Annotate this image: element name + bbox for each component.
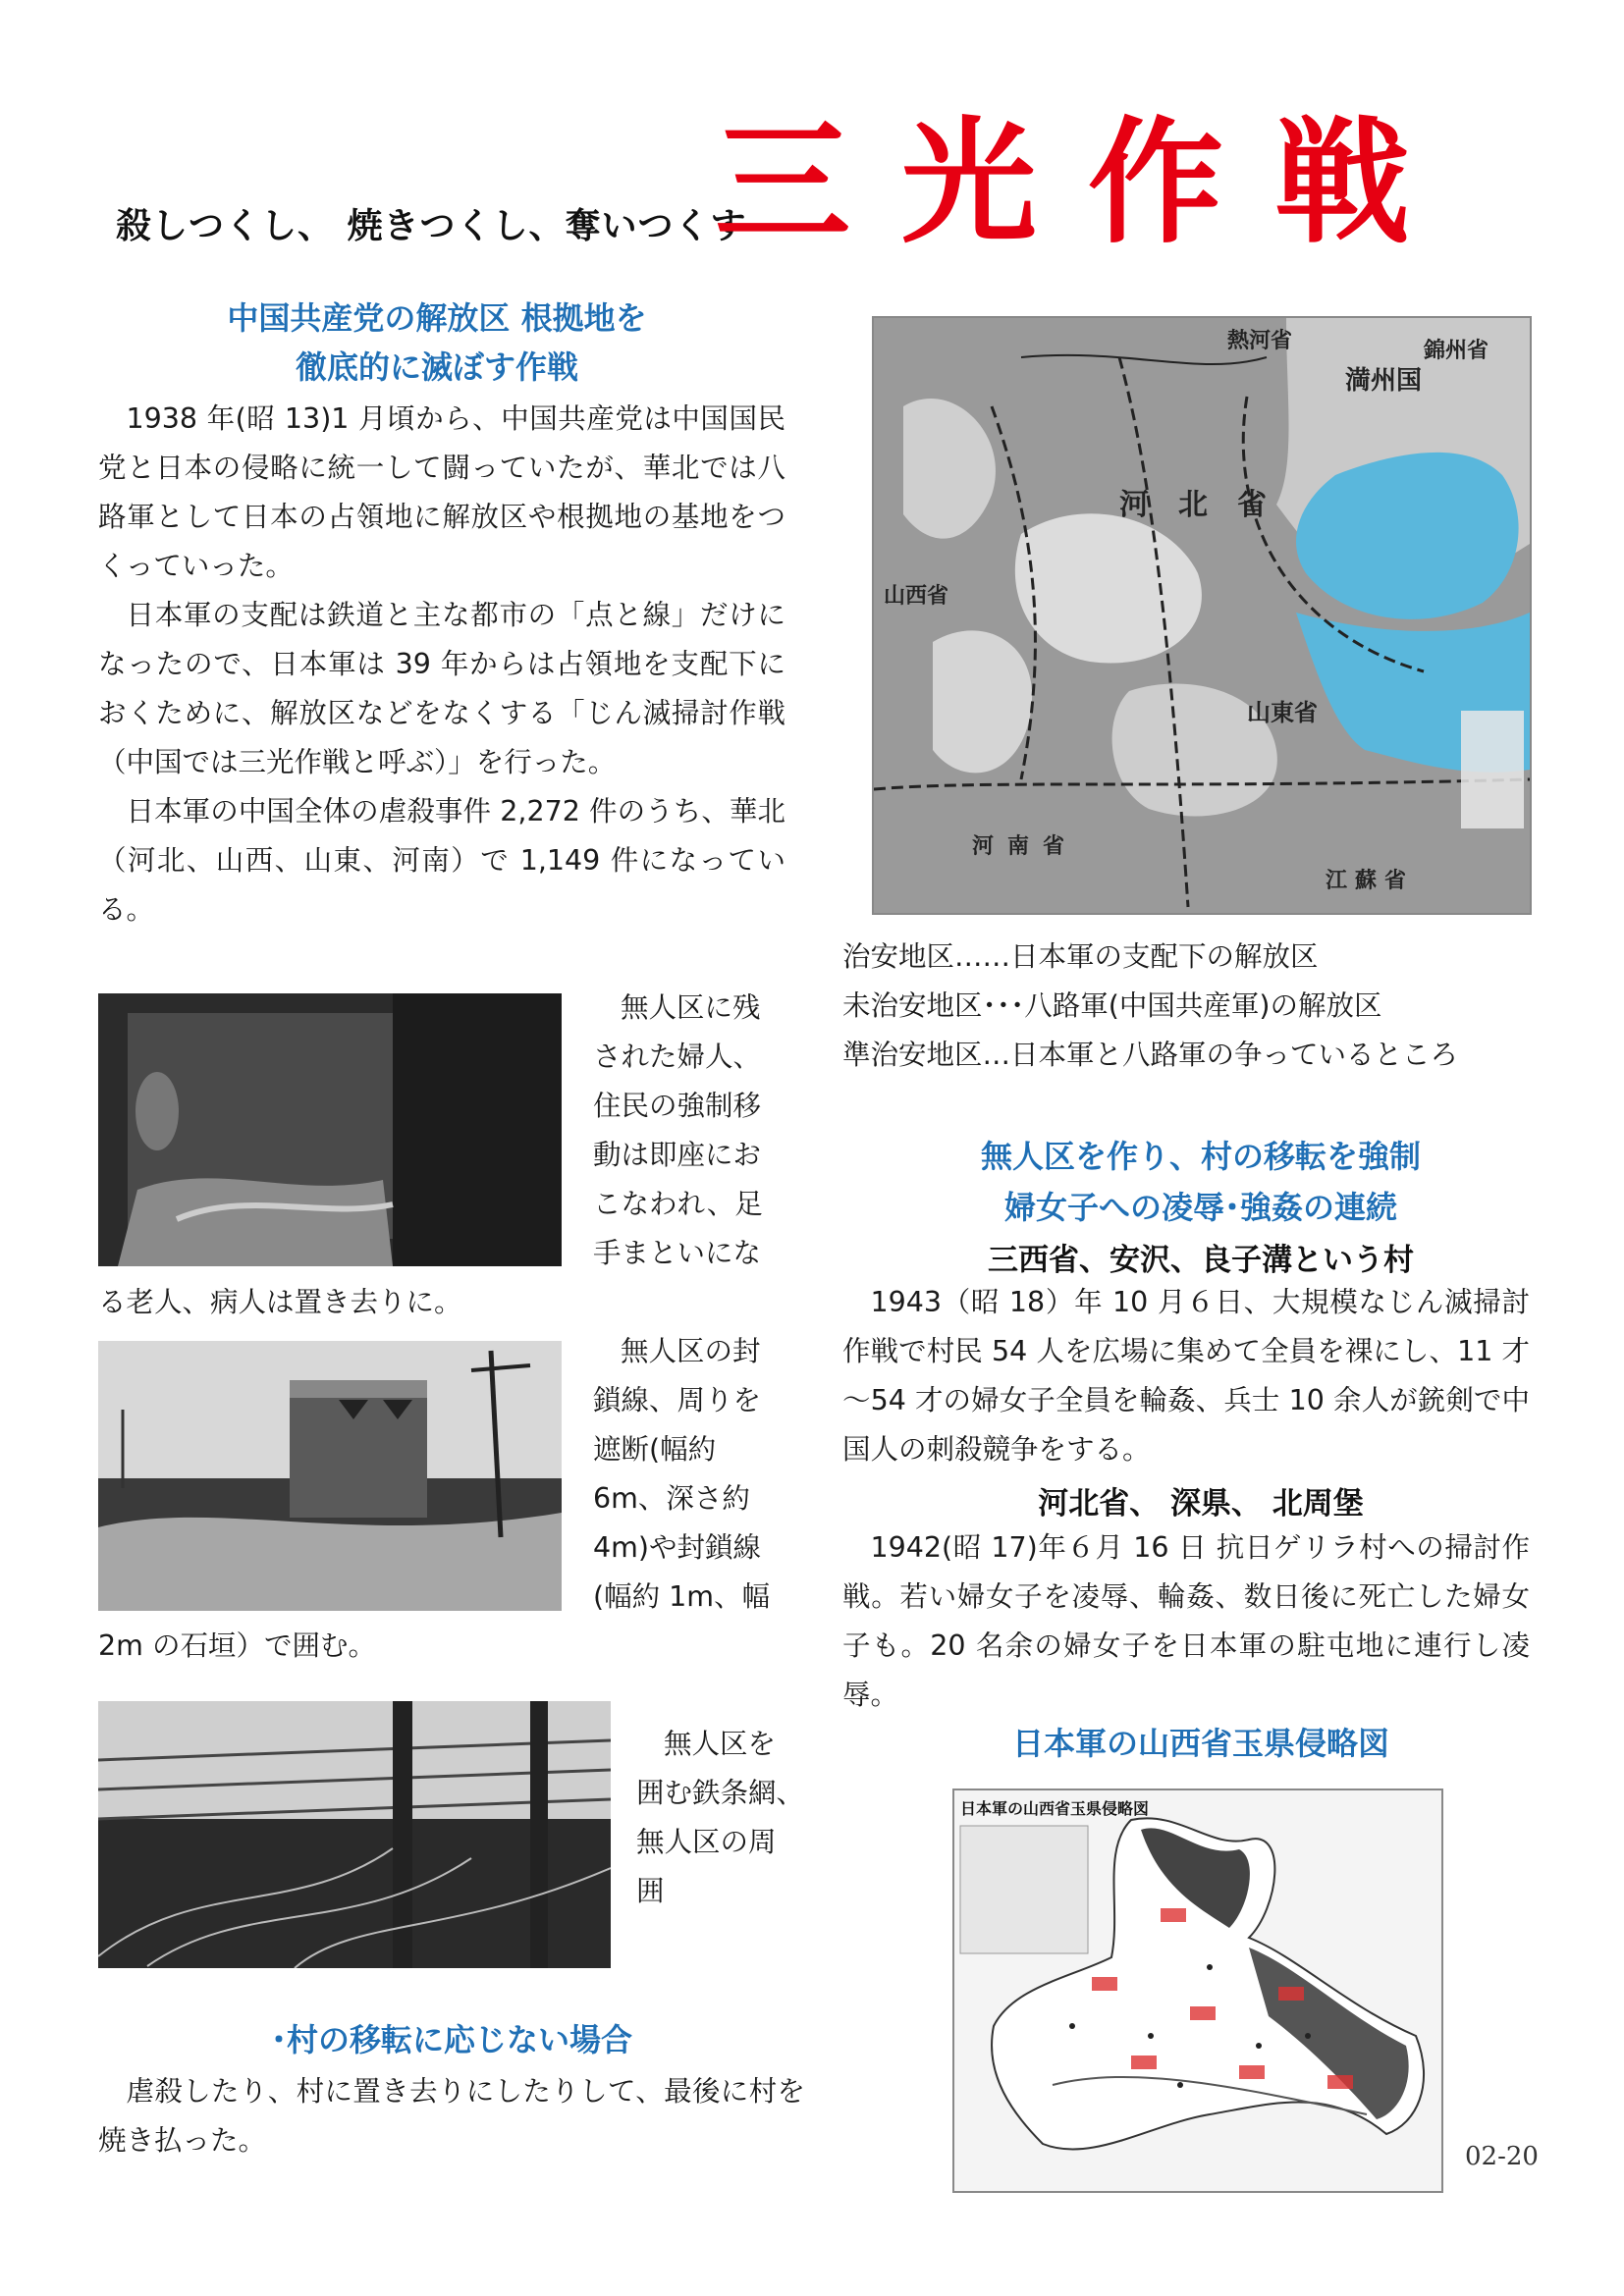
section2-paragraph-1: 虐殺したり、村に置き去りにしたりして、最後に村を焼き払った。 bbox=[98, 2075, 805, 2157]
shanxi-invasion-map-image bbox=[954, 1790, 1441, 2191]
photo2-caption-line: (幅約 1m、幅 bbox=[593, 1580, 771, 1613]
village1-heading: 三西省、安沢、良子溝という村 bbox=[988, 1243, 1414, 1278]
photo3-caption-line: 囲む鉄条網、 bbox=[636, 1777, 805, 1809]
section2-heading: ･村の移転に応じない場合 bbox=[270, 2021, 632, 2058]
page-subtitle: 殺しつくし、 焼きつくし、奪いつくす bbox=[116, 206, 747, 246]
map1-label: 山東省 bbox=[1247, 699, 1318, 726]
legend-item: 治安地区……日本軍の支配下の解放区 bbox=[842, 940, 1319, 973]
map1-label: 熱河省 bbox=[1227, 329, 1293, 353]
north-china-map-image bbox=[874, 318, 1530, 913]
section1-paragraph-3: 日本軍の中国全体の虐殺事件 2,272 件のうち、華北（河北、山西、山東、河南）で 1,149 件になっている。 bbox=[98, 795, 785, 926]
section3-heading bbox=[842, 1131, 1559, 1233]
section1-heading-line2: 徹底的に滅ぼす作戦 bbox=[295, 347, 578, 386]
photo1-caption-line: 無人区に残 bbox=[621, 991, 761, 1024]
page-title: 三光作戦 bbox=[715, 104, 1462, 262]
photo1-caption-line: 住民の強制移 bbox=[593, 1090, 762, 1122]
section3-paragraph-1: 1943（昭 18）年 10 月６日、大規模なじん滅掃討作戦で村民 54 人を広場に集めて全員を裸にし、11 才～54 才の婦女子全員を輪姦、兵士 10 余人が銃剣で中国人の刺殺競争をする。 bbox=[842, 1286, 1530, 1466]
photo1-caption-tail: る老人、病人は置き去りに。 bbox=[98, 1286, 462, 1318]
photo1-caption-line: 手まといにな bbox=[593, 1237, 762, 1269]
photo-abandoned-woman bbox=[98, 993, 562, 1266]
photo-blockade-wall-image bbox=[98, 1341, 562, 1611]
north-china-map bbox=[872, 316, 1532, 915]
photo-abandoned-woman-image bbox=[98, 993, 562, 1266]
photo2-caption-line: 遮断(幅約 bbox=[593, 1433, 717, 1466]
photo-barbed-wire bbox=[98, 1701, 611, 1968]
photo2-caption-line: 4m)や封鎖線 bbox=[593, 1531, 762, 1564]
photo2-caption-line: 鎖線、周りを bbox=[593, 1384, 762, 1416]
section3-body-1 bbox=[842, 1278, 1530, 1474]
photo-barbed-wire-image bbox=[98, 1701, 611, 1968]
section3-paragraph-2: 1942(昭 17)年６月 16 日 抗日ゲリラ村への掃討作戦。若い婦女子を凌辱、輪姦、数日後に死亡した婦女子も。20 名余の婦女子を日本軍の駐屯地に連行し凌辱。 bbox=[842, 1531, 1530, 1711]
section1-heading-line1: 中国共産党の解放区 根拠地を bbox=[227, 299, 647, 337]
section1-heading bbox=[98, 294, 776, 392]
photo2-caption-line: 無人区の封 bbox=[621, 1335, 761, 1367]
photo1-caption-line: こなわれ、足 bbox=[593, 1188, 763, 1220]
photo1-caption bbox=[593, 984, 789, 1278]
photo1-caption-line: された婦人、 bbox=[593, 1041, 762, 1073]
map1-label: 河南省 bbox=[972, 834, 1079, 859]
section2-body bbox=[98, 2067, 805, 2165]
photo3-caption bbox=[636, 1720, 813, 1916]
legend-item: 準治安地区…日本軍と八路軍の争っているところ bbox=[842, 1039, 1459, 1071]
section3-heading-line1: 無人区を作り、村の移転を強制 bbox=[980, 1138, 1421, 1175]
photo2-caption-line: 6m、深さ約 bbox=[593, 1482, 750, 1515]
shanxi-invasion-map bbox=[952, 1789, 1443, 2193]
photo2-caption bbox=[593, 1327, 789, 1622]
map2-heading: 日本軍の山西省玉県侵略図 bbox=[1011, 1725, 1389, 1762]
map1-legend bbox=[842, 933, 1569, 1080]
legend-item: 未治安地区･･･八路軍(中国共産軍)の解放区 bbox=[842, 989, 1382, 1022]
map1-label: 江蘇省 bbox=[1326, 869, 1415, 893]
map2-inner-title: 日本軍の山西省玉県侵略図 bbox=[960, 1799, 1150, 1818]
photo3-caption-line: 囲 bbox=[636, 1875, 665, 1907]
photo3-caption-line: 無人区の周 bbox=[636, 1826, 777, 1858]
map1-label: 山西省 bbox=[884, 584, 949, 609]
village2-heading: 河北省、 深県、 北周堡 bbox=[1038, 1486, 1364, 1522]
photo2-caption-tail: 2m の石垣）で囲む。 bbox=[98, 1629, 376, 1662]
photo-blockade-wall bbox=[98, 1341, 562, 1611]
section3-heading-line2: 婦女子への凌辱･強姦の連続 bbox=[1003, 1189, 1397, 1226]
photo1-caption-line: 動は即座にお bbox=[593, 1139, 762, 1171]
map1-label: 錦州省 bbox=[1424, 339, 1489, 363]
section3-body-2 bbox=[842, 1523, 1530, 1720]
map1-label: 満州国 bbox=[1345, 366, 1423, 396]
section1-paragraph-2: 日本軍の支配は鉄道と主な都市の「点と線」だけになったので、日本軍は 39 年からは占領地を支配下におくために、解放区などをなくする「じん滅掃討作戦（中国では三光作戦と呼ぶ）」を行った。 bbox=[98, 599, 785, 778]
section1-paragraph-1: 1938 年(昭 13)1 月頃から、中国共産党は中国国民党と日本の侵略に統一して闘っていたが、華北では八路軍として日本の占領地に解放区や根拠地の基地をつくっていった。 bbox=[98, 402, 785, 582]
photo3-caption-line: 無人区を bbox=[664, 1728, 777, 1760]
section1-body bbox=[98, 395, 785, 934]
page-number: 02-20 bbox=[1465, 2142, 1539, 2171]
map1-label: 河北省 bbox=[1119, 488, 1296, 522]
